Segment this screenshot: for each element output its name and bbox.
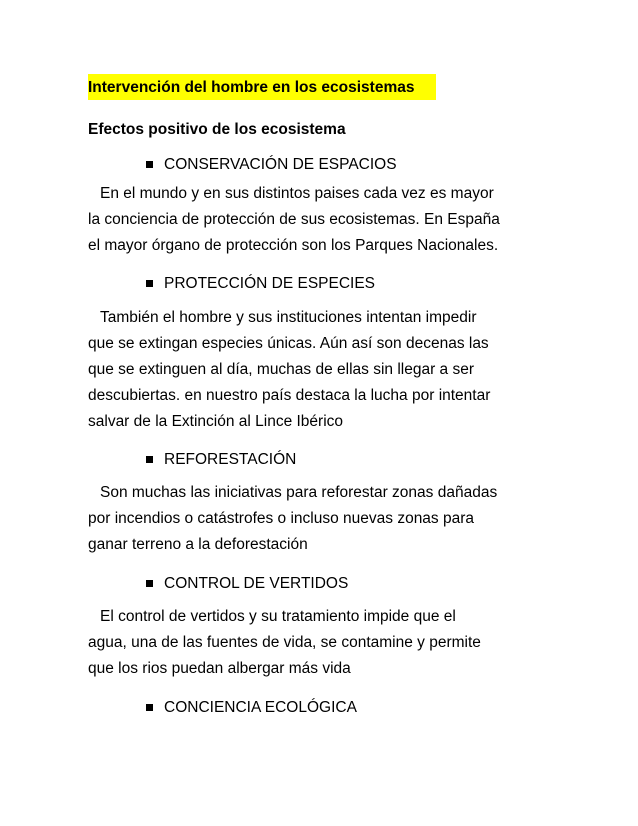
paragraph-line: salvar de la Extinción al Lince Ibérico (88, 413, 344, 430)
section-heading-label: REFORESTACIÓN (164, 450, 297, 468)
paragraph-line: la conciencia de protección de sus ecosistemas. En España (88, 211, 500, 228)
square-bullet-icon (146, 456, 153, 463)
paragraph-line: descubiertas. en nuestro país destaca la lucha por intentar (88, 387, 491, 404)
square-bullet-icon (146, 704, 153, 711)
section-paragraph (88, 604, 558, 682)
section-paragraph (88, 480, 558, 558)
paragraph-line: por incendios o catástrofes o incluso nuevas zonas para (88, 510, 475, 527)
section-paragraph (88, 305, 558, 435)
section-heading-conciencia-ecologica (88, 694, 558, 720)
paragraph-line: el mayor órgano de protección son los Parques Nacionales. (88, 237, 499, 254)
paragraph-line: que se extingan especies únicas. Aún así son decenas las (88, 335, 489, 352)
section-heading-label: CONTROL DE VERTIDOS (164, 574, 349, 592)
paragraph-line: agua, una de las fuentes de vida, se contamine y permite (88, 634, 481, 651)
section-heading-label: CONSERVACIÓN DE ESPACIOS (164, 155, 397, 173)
page-title: Intervención del hombre en los ecosistemas (88, 74, 436, 100)
square-bullet-icon (146, 280, 153, 287)
section-paragraph (88, 181, 558, 259)
section-heading-label: CONCIENCIA ECOLÓGICA (164, 698, 357, 716)
square-bullet-icon (146, 161, 153, 168)
paragraph-line: ganar terreno a la deforestación (88, 536, 308, 553)
section-heading-conservacion (88, 151, 558, 177)
section-heading-proteccion (88, 270, 558, 296)
document-page (88, 74, 558, 720)
paragraph-line: Son muchas las iniciativas para reforestar zonas dañadas (100, 484, 498, 501)
paragraph-line: En el mundo y en sus distintos paises cada vez es mayor (100, 185, 494, 202)
page-subtitle: Efectos positivo de los ecosistema (88, 121, 346, 138)
paragraph-line: El control de vertidos y su tratamiento impide que el (100, 608, 456, 625)
paragraph-line: que los rios puedan albergar más vida (88, 660, 351, 677)
section-heading-label: PROTECCIÓN DE ESPECIES (164, 274, 376, 292)
section-heading-control-vertidos (88, 570, 558, 596)
square-bullet-icon (146, 580, 153, 587)
paragraph-line: que se extinguen al día, muchas de ellas sin llegar a ser (88, 361, 475, 378)
paragraph-line: También el hombre y sus instituciones intentan impedir (100, 309, 477, 326)
section-heading-reforestacion (88, 446, 558, 472)
